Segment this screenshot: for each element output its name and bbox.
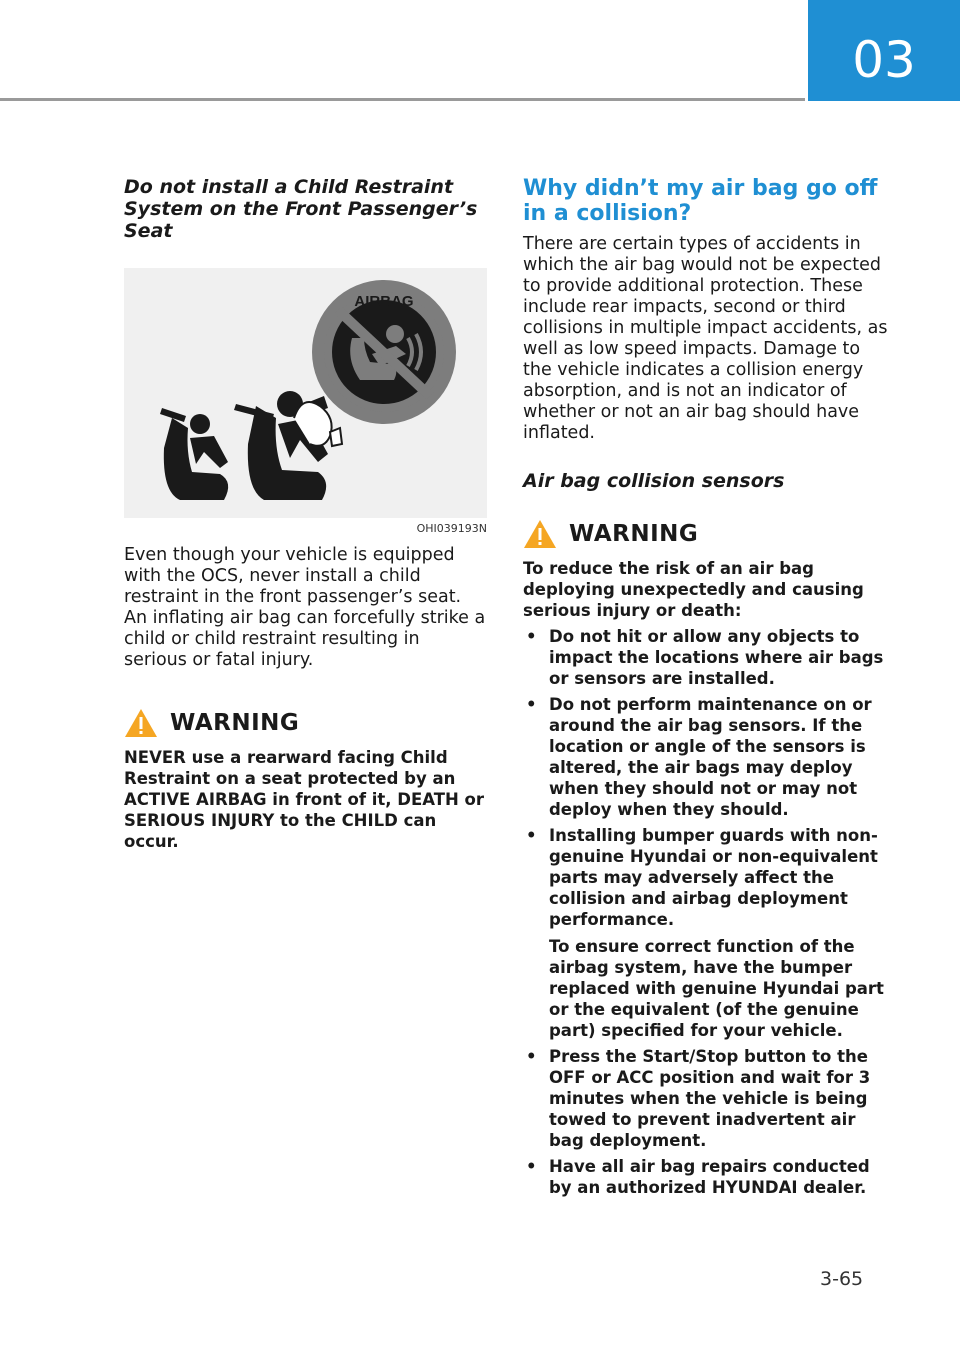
right-body-text: There are certain types of accidents in which the air bag would not be expected to provide additional protection. These include rear impacts, second or third collisions in multiple impact accidents, as well as low speed impacts. Damage to the vehicle indicates a collision energy absorption, and is not an indicator of whether or not an air bag should have inflated. [523, 234, 888, 443]
section-title: Why didn’t my air bag go off in a collision? [523, 176, 878, 226]
left-column [124, 176, 487, 852]
sensors-title: Air bag collision sensors [523, 470, 785, 492]
list-item: • Have all air bag repairs conducted by an authorized HYUNDAI dealer. [526, 1157, 870, 1197]
right-warning-header [523, 518, 888, 550]
warning-triangle-icon [124, 707, 158, 739]
figure-caption: OHI039193N [416, 522, 487, 535]
list-item: • Do not perform maintenance on or around the air bag sensors. If the location or angle of the sensors is altered, the air bags may deploy when they should not or may not deploy when they should. [526, 695, 872, 819]
chapter-number: 03 [852, 30, 916, 89]
warning-label: WARNING [569, 521, 699, 547]
warning-triangle-icon [523, 518, 557, 550]
page-number: 3-65 [820, 1268, 864, 1290]
left-warning-text: NEVER use a rearward facing Child Restraint on a seat protected by an ACTIVE AIRBAG in front of it, DEATH or SERIOUS INJURY to the CHILD can occur. [124, 748, 485, 851]
warning-label: WARNING [170, 710, 300, 736]
header-rule [0, 98, 805, 101]
right-warning-intro: To reduce the risk of an air bag deploying unexpectedly and causing serious injury or death: [523, 559, 864, 620]
left-subtitle: Do not install a Child Restraint System on the Front Passenger’s Seat [124, 176, 478, 242]
right-column [523, 176, 888, 1198]
warning-bullet-list [523, 626, 888, 1198]
child-restraint-figure [124, 268, 487, 518]
list-item: • Installing bumper guards with non-genuine Hyundai or non-equivalent parts may adversely affect the collision and airbag deployment performance. To ensure correct function of the airbag system, have the bumper replaced with genuine Hyundai part or the equivalent (of the genuine part) specified for your vehicle. [523, 825, 888, 1041]
list-item: • Do not hit or allow any objects to impact the locations where air bags or sensors are installed. [526, 627, 884, 688]
bullet-extra-text: To ensure correct function of the airbag system, have the bumper replaced with genuine Hyundai part or the equivalent (of the genuine part) specified for your vehicle. [549, 937, 884, 1040]
airbag-badge-text: AIRBAG [354, 293, 414, 310]
left-body-text: Even though your vehicle is equipped with the OCS, never install a child restraint in the front passenger’s seat. An inflating air bag can forcefully strike a child or child restraint resulting in serious or fatal injury. [124, 545, 486, 670]
left-warning-header [124, 707, 487, 739]
no-child-seat-airbag-icon [312, 280, 456, 424]
chapter-tab [808, 0, 960, 101]
list-item: • Press the Start/Stop button to the OFF or ACC position and wait for 3 minutes when the vehicle is being towed to prevent inadvertent air bag deployment. [526, 1047, 871, 1150]
airbag-warning-illustration [124, 268, 487, 518]
